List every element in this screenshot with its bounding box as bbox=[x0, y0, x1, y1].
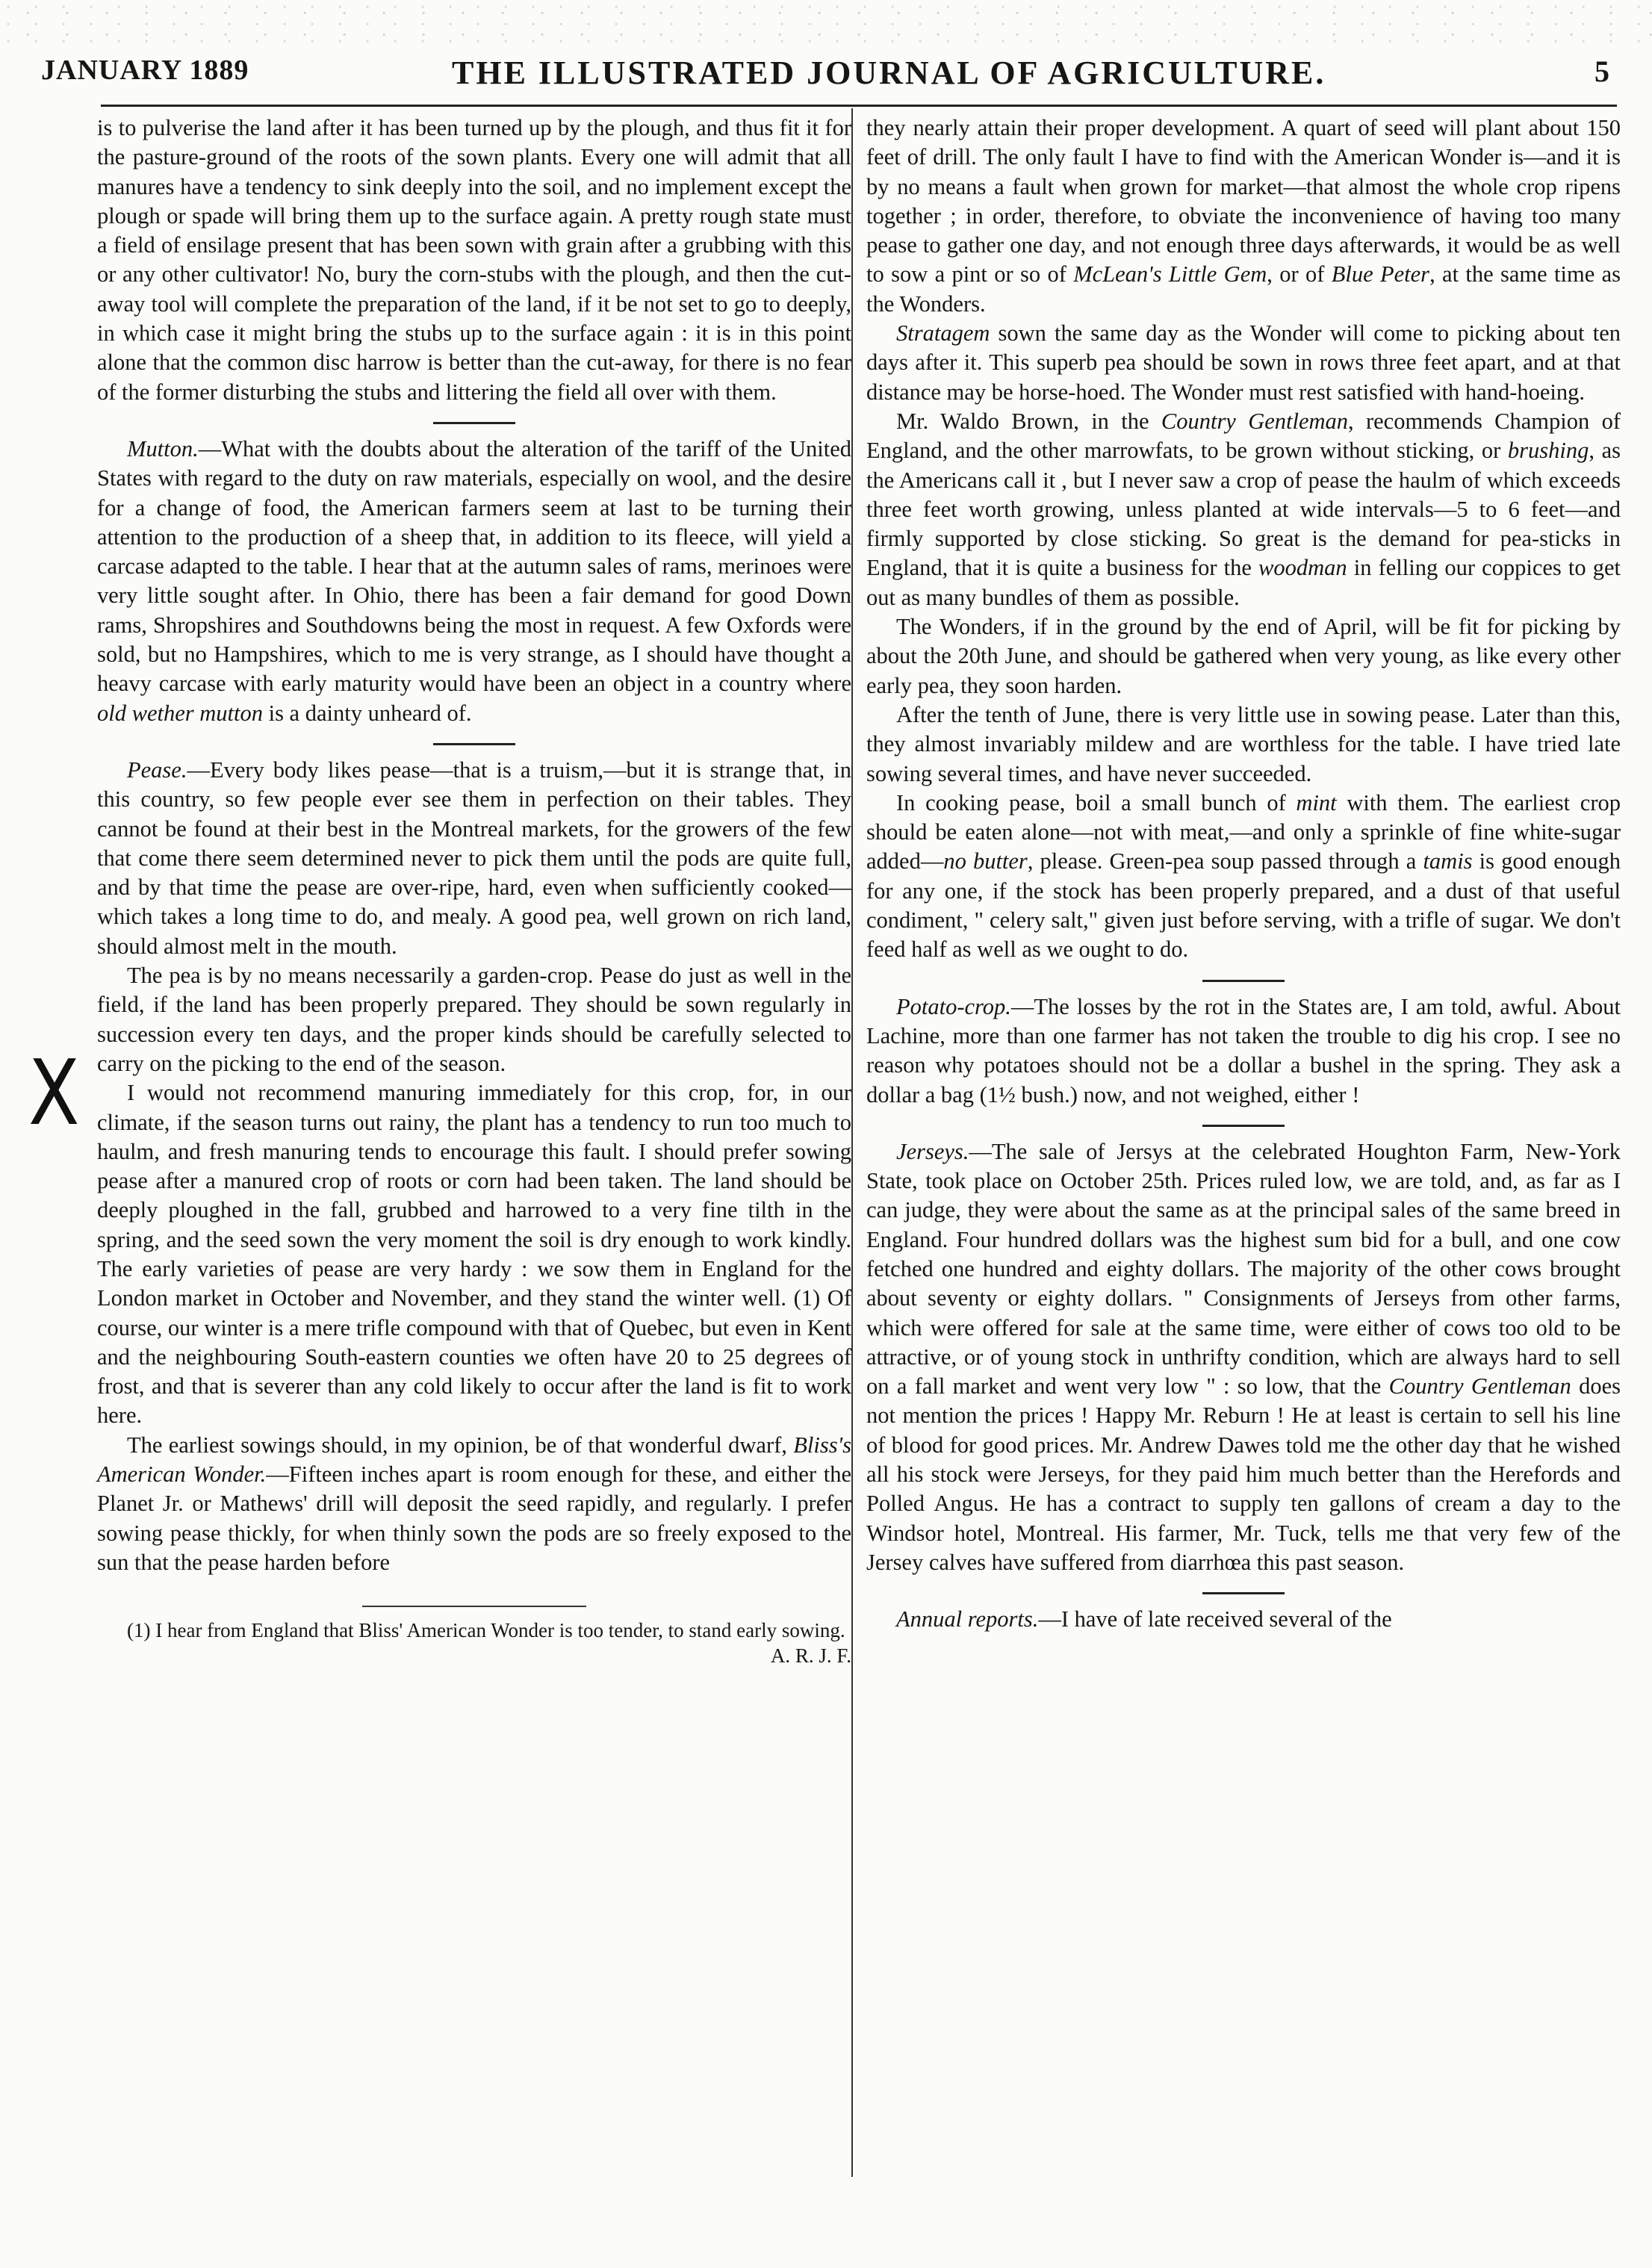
paragraph-cultivation: is to pulverise the land after it has been turned up by the plough, and thus fit it for the pasture-ground of the roots of the sown plants. Every one will admit that all manures have a tendency to sink deeply into the soil, and no implement except the plough or spade will bring them up to the surface again. A pretty rough state must a field of ensilage present that has been sown with grain after a grubbing with this or any other cultivator! No, bury the corn-stubs with the plough, and then the cut-away tool will complete the preparation of the land, if it be not set to go to deeply, in which case it might bring the stubs up to the surface again : it is in this point alone that the common disc harrow is better than the cut-away, for there is no fear of the former disturbing the stubs and littering the field all over with them. bbox=[97, 115, 851, 405]
paragraph-manuring: I would not recommend manuring immediately for this crop, for, in our climate, if the season turns out rainy, the plant has a tendency to run too much to haulm, and fresh manuring tends to encourage this fault. I should prefer sowing pease after a manured crop of roots or corn had been taken. The land should be deeply ploughed in the fall, grubbed and harrowed to a very fine tilth in the spring, and the seed sown the very moment the soil is dry enough to work kindly. The early varieties of pease are very hardy : we sow them in England for the London market in October and November, and they stand the winter well. (1) Of course, our winter is a mere trifle compound with that of Quebec, but even in Kent and the neighbouring South-eastern counties we often have 20 to 25 degrees of frost, and that is severer than any cold likely to occur after the land is fit to work here. bbox=[97, 1080, 851, 1429]
header-rule bbox=[101, 105, 1617, 107]
paragraph-garden-crop: The pea is by no means necessarily a garden-crop. Pease do just as well in the field, if the land has been properly prepared. They should be sown regularly in succession every ten days, and the proper kinds should be carefully selected to carry on the picking to the end of the season. bbox=[97, 963, 851, 1076]
jerseys-text-b: does not mention the prices ! Happy Mr. Reburn ! He at least is certain to sell his line of blood for good prices. Mr. Andrew Dawes told me the other day that he wished all his stock were Jerseys, for they paid him much better than the Herefords and Polled Angus. He has a contract to supply ten gallons of cream a day to the Windsor hotel, Montreal. His farmer, Mr. Tuck, tells me that very few of the Jersey calves have suffered from diarrhœa this past season. bbox=[866, 1373, 1621, 1575]
waldo-a: Mr. Waldo Brown, in the bbox=[896, 408, 1161, 434]
paragraph-wonders-april: The Wonders, if in the ground by the end of April, will be fit for picking by about the 20th June, and should be gathered when very young, as like every other early pea, they soon harden. bbox=[866, 614, 1621, 698]
annual-text: —I have of late received several of the bbox=[1038, 1606, 1392, 1632]
section-annual-reports bbox=[866, 1605, 1621, 1634]
waldo-italic-1: Country Gentleman bbox=[1161, 408, 1349, 434]
footnote-rule bbox=[362, 1606, 586, 1607]
right-column bbox=[866, 114, 1621, 1635]
issue-date: JANUARY 1889 bbox=[41, 55, 249, 86]
paragraph-tenth-june: After the tenth of June, there is very little use in sowing pease. Later than this, they almost invariably mildew and are worthless for the table. I have tried late sowing several times, and have never succeeded. bbox=[866, 701, 1621, 786]
margin-mark: X bbox=[28, 1040, 80, 1146]
section-separator bbox=[433, 422, 515, 424]
waldo-d: in felling our coppices to get out as many bundles of them as possible. bbox=[866, 555, 1621, 610]
wonder-text: they nearly attain their proper development. A quart of seed will plant about 150 feet of drill. The only fault I have to find with the American Wonder is—and it is by no means a fault when grown for market—that almost the whole crop ripens together ; in order, therefore, to obviate the inconvenience of having too many pease to gather one day, and not enough three days afterwards, it would be as well to sow a pint or so of bbox=[866, 115, 1621, 288]
section-separator bbox=[1202, 980, 1285, 982]
section-separator bbox=[433, 743, 515, 745]
section-separator bbox=[1202, 1592, 1285, 1594]
jerseys-italic: Country Gentleman bbox=[1388, 1373, 1571, 1399]
section-pease bbox=[97, 756, 851, 961]
wonder-end: , at the same time as the Wonders. bbox=[866, 261, 1621, 317]
pease-text: —Every body likes pease—that is a truism,—but it is strange that, in this country, so few people ever see them in perfection on their tables. They cannot be found at their best in the Montreal markets, for the growers of the few that come there seem determined never to pick them until the pods are quite full, and by that time the pease are over-ripe, hard, even when sufficiently cooked—which takes a long time to do, and mealy. A good pea, well grown on rich land, should almost melt in the mouth. bbox=[97, 756, 851, 959]
cooking-c: , please. Green-pea soup passed through a bbox=[1027, 848, 1423, 874]
page-header bbox=[41, 54, 1609, 99]
footnote-signature: A. R. J. F. bbox=[770, 1644, 851, 1668]
section-heading-potato: Potato-crop. bbox=[896, 993, 1011, 1019]
column-divider bbox=[851, 108, 853, 2177]
stratagem-italic: Stratagem bbox=[896, 320, 990, 347]
wonder-italic-1: McLean's Little Gem bbox=[1073, 261, 1267, 288]
section-heading-jerseys: Jerseys. bbox=[896, 1138, 969, 1164]
left-column bbox=[97, 114, 851, 1668]
wonder-italic-2: Blue Peter bbox=[1331, 261, 1430, 288]
mutton-italic: old wether mutton bbox=[97, 700, 263, 726]
waldo-italic-3: woodman bbox=[1258, 555, 1347, 581]
cooking-b: with them. The earliest crop should be eaten alone—not with meat,—and only a sprinkle of fine white-sugar added— bbox=[866, 789, 1621, 874]
section-jerseys bbox=[866, 1137, 1621, 1577]
section-heading-mutton: Mutton. bbox=[127, 435, 199, 462]
mutton-text: —What with the doubts about the alteration of the tariff of the United States with regard to the duty on raw materials, especially on wool, and the desire for a change of food, the American farmers seem at last to be turning their attention to the production of a sheep that, in addition to its fleece, will yield a carcase adapted to the table. I hear that at the autumn sales of rams, merinoes were very little sought after. In Ohio, there has been a fair demand for good Down rams, Shropshires and Southdowns being the most in request. A few Oxfords were sold, but no Hampshires, which to me is very strange, as I should have thought a heavy carcase with early maturity would have been an object in a country where bbox=[97, 435, 851, 697]
stratagem-text: sown the same day as the Wonder will come to picking about ten days after it. This superb pea should be sown in rows three feet apart, and at that distance may be horse-hoed. The Wonder must rest satisfied with hand-hoeing. bbox=[866, 320, 1621, 405]
section-heading-annual: Annual reports. bbox=[896, 1606, 1039, 1632]
paragraph-cooking bbox=[866, 789, 1621, 965]
wonder-mid: , or of bbox=[1267, 261, 1332, 288]
earliest-italic: Bliss's American Wonder. bbox=[97, 1432, 851, 1488]
jerseys-text-a: —The sale of Jersys at the celebrated Houghton Farm, New-York State, took place on October 25th. Prices ruled low, we are told, and, as far as I can judge, they were about the same as at the principal sales of the same breed in England. Four hundred dollars was the highest sum bid for a bull, and one cow fetched one hundred and eighty dollars. The majority of the other cows brought about seventy or eighty dollars. " Consignments of Jerseys from other farms, which were offered for sale at the same time, were either of cows too old to be attractive, or of young stock in unthrifty condition, which are always hard to sell on a fall market and went very low " : so low, that the bbox=[866, 1138, 1621, 1399]
page-number: 5 bbox=[1594, 55, 1609, 88]
paragraph-earliest-sowings bbox=[97, 1431, 851, 1577]
mutton-end: is a dainty unheard of. bbox=[262, 700, 472, 726]
section-separator bbox=[1202, 1125, 1285, 1127]
cooking-italic-3: tamis bbox=[1423, 848, 1473, 874]
section-mutton bbox=[97, 435, 851, 728]
waldo-italic-2: brushing bbox=[1507, 438, 1589, 464]
paragraph-stratagem bbox=[866, 319, 1621, 407]
cooking-italic-2: no butter bbox=[943, 848, 1028, 874]
earliest-text-b: —Fifteen inches apart is room enough for these, and either the Planet Jr. or Mathews' drill will deposit the seed rapidly, and regularly. I prefer sowing pease thickly, for when thinly sown the pods are so freely exposed to the sun that the pease harden before bbox=[97, 1461, 851, 1575]
cooking-d: is good enough for any one, if the stock has been properly prepared, and a dust of that useful condiment, " celery salt," given just before serving, with a trifle of sugar. We don't feed half as well as we ought to do. bbox=[866, 848, 1621, 963]
footnote bbox=[97, 1618, 851, 1668]
section-heading-pease: Pease. bbox=[127, 756, 187, 783]
waldo-c: , as the Americans call it , but I never saw a crop of pease the haulm of which exceeds three feet worth growing, unless planted at wide intervals—5 to 6 feet—and firmly supported by close sticking. So great is the demand for pea-sticks in England, that it is quite a business for the bbox=[866, 438, 1621, 581]
cooking-italic-1: mint bbox=[1296, 789, 1337, 815]
cooking-a: In cooking pease, boil a small bunch of bbox=[896, 789, 1297, 815]
paragraph-wonder bbox=[866, 114, 1621, 319]
section-potato-crop bbox=[866, 992, 1621, 1110]
paragraph-waldo-brown bbox=[866, 407, 1621, 612]
print-noise bbox=[0, 0, 1652, 52]
journal-title: THE ILLUSTRATED JOURNAL OF AGRICULTURE. bbox=[452, 55, 1326, 91]
waldo-b: , recommends Champion of England, and the other marrowfats, to be grown without sticking, or bbox=[866, 408, 1621, 464]
footnote-text: (1) I hear from England that Bliss' American Wonder is too tender, to stand early sowing. bbox=[127, 1619, 845, 1642]
potato-text: —The losses by the rot in the States are, I am told, awful. About Lachine, more than one farmer has not taken the trouble to dig his crop. I see no reason why potatoes should not be a dollar a bushel in the spring. They ask a dollar a bag (1½ bush.) now, and not weighed, either ! bbox=[866, 993, 1621, 1107]
earliest-text-a: The earliest sowings should, in my opinion, be of that wonderful dwarf, bbox=[127, 1432, 794, 1458]
